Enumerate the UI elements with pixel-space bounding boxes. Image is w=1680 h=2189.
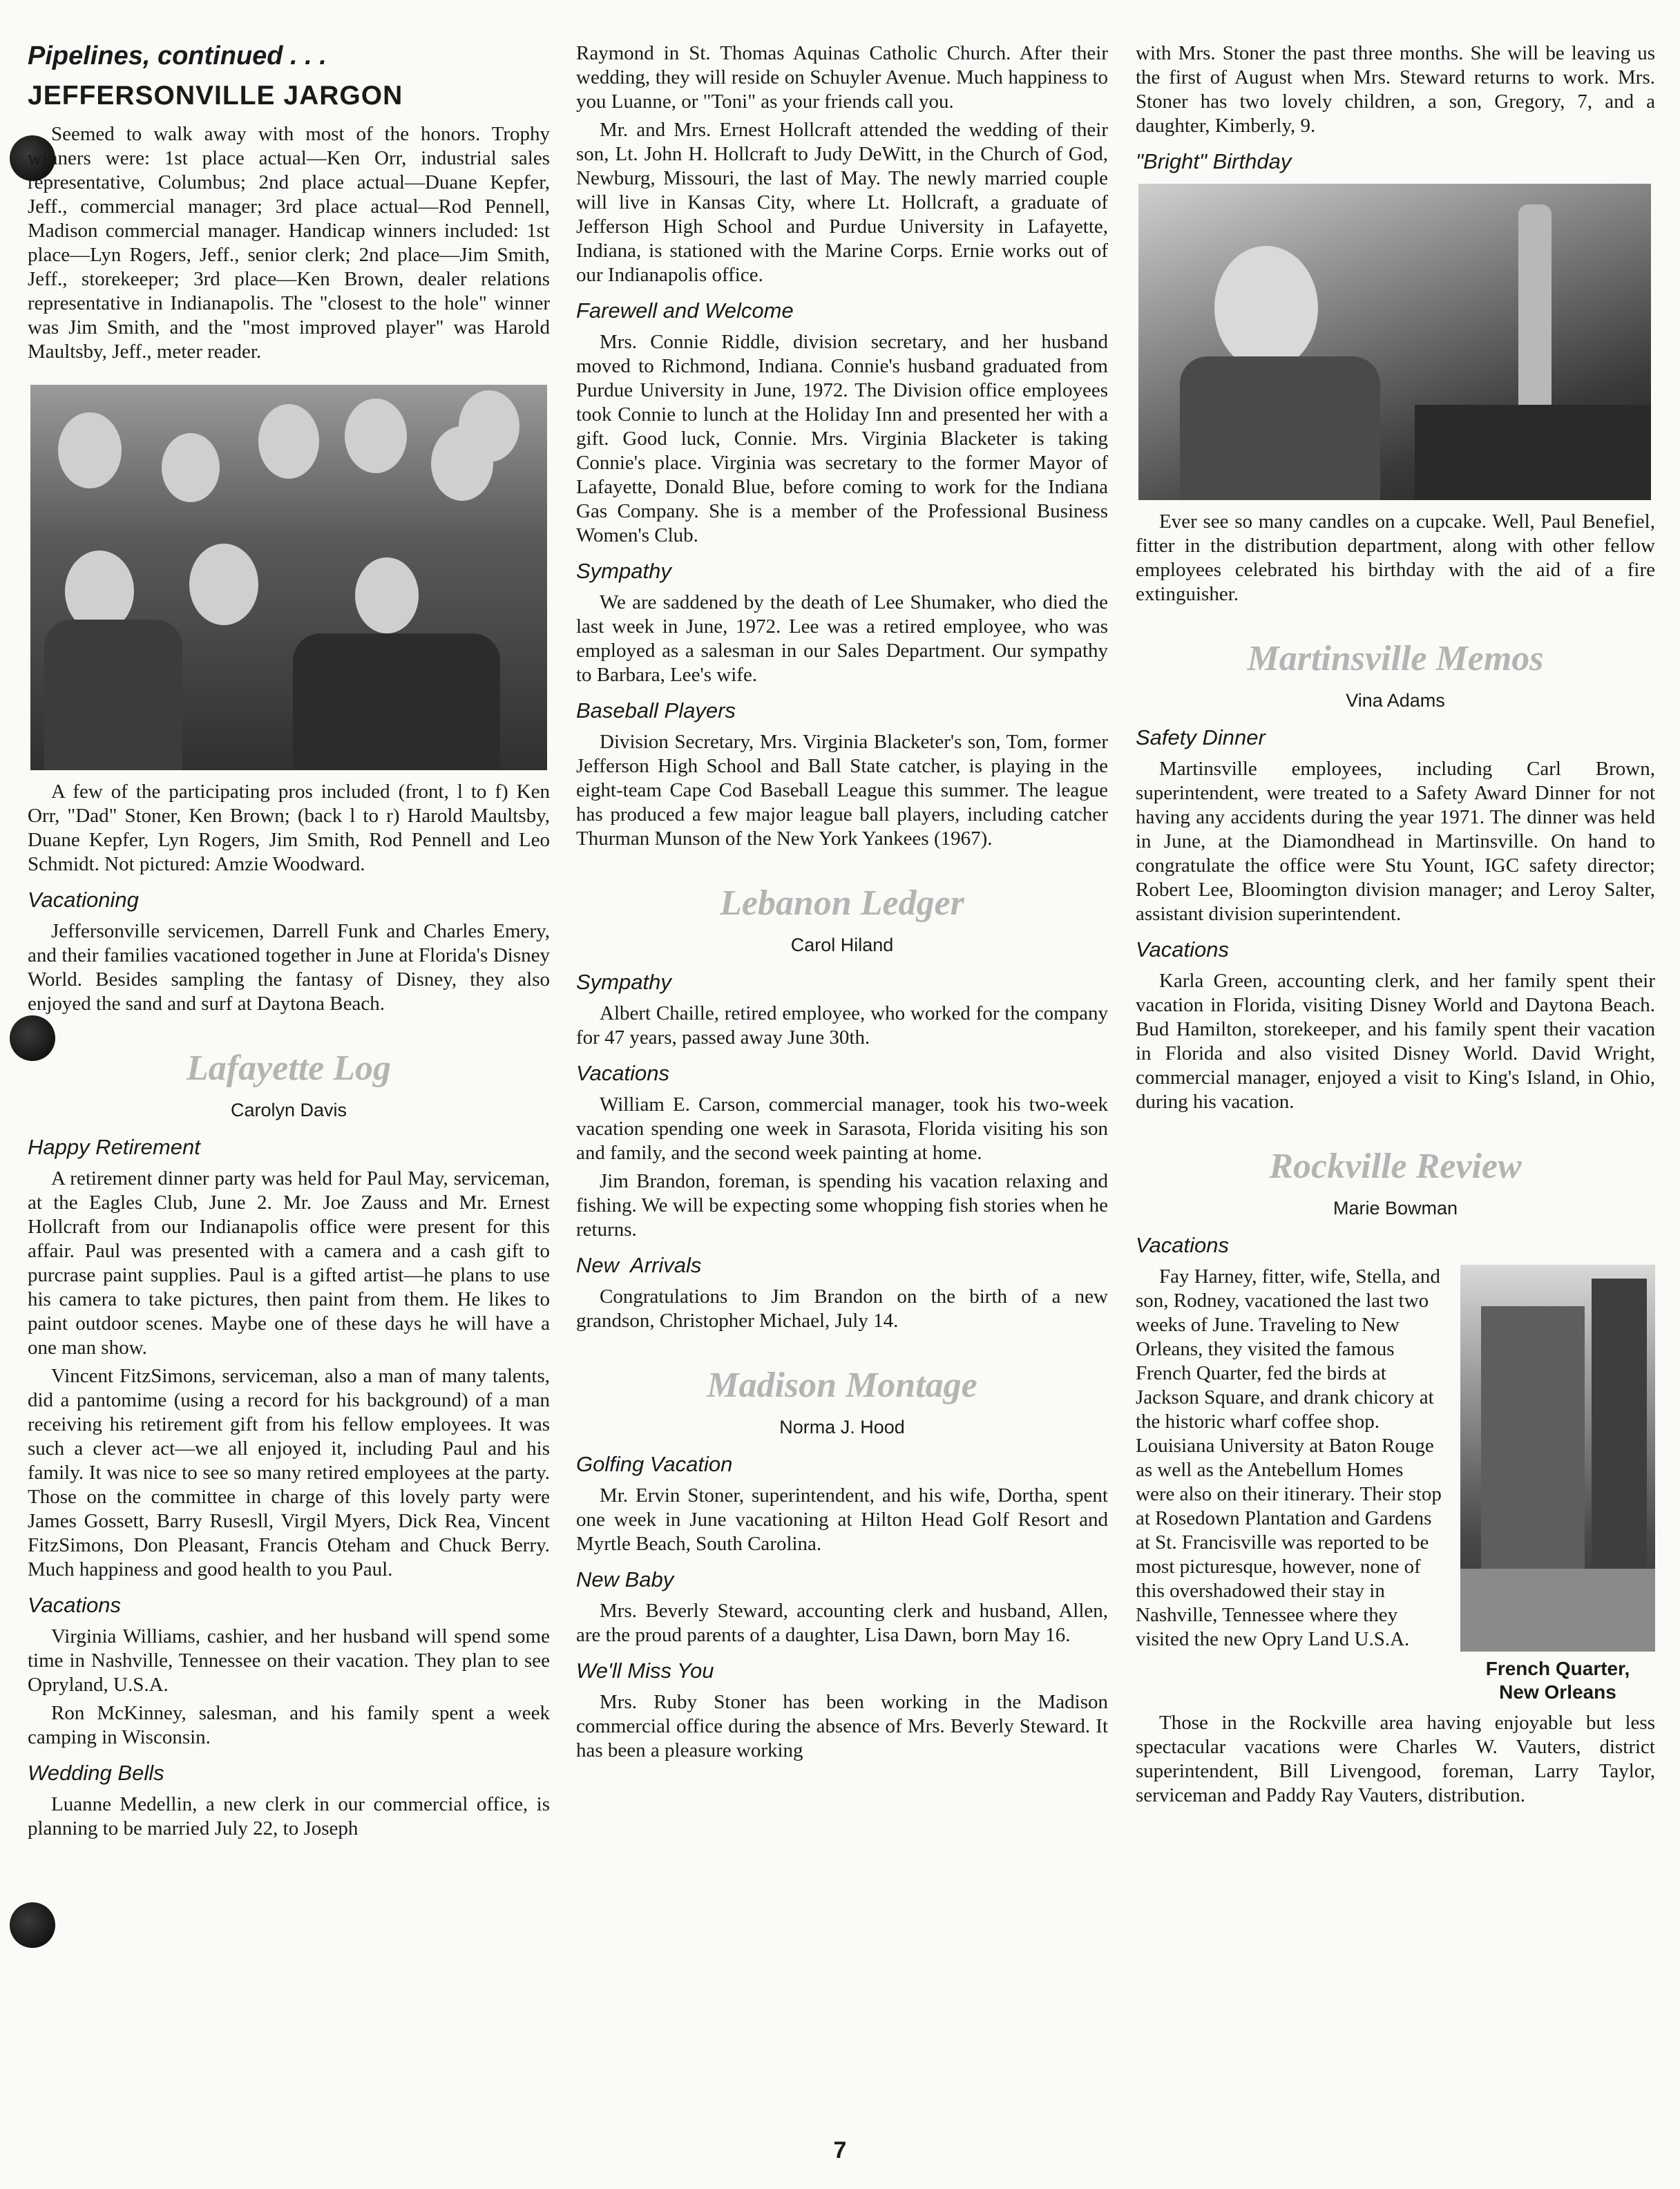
lafayette-vacations-heading: Vacations [28, 1593, 121, 1617]
wedding-bells-heading: Wedding Bells [28, 1761, 164, 1785]
baseball-players-paragraph: Division Secretary, Mrs. Virginia Blacketer's son, Tom, former Jefferson High School and Ball State catcher, is playing in the eight-team Cape Cod Baseball League this summer. The league has produced a few major league ball players, including catcher Thurman Munson of the New York Yankees (1967). [576, 731, 1108, 850]
french-quarter-photo [1460, 1265, 1655, 1652]
lebanon-vacations-paragraph-1: William E. Carson, commercial manager, took his two-week vacation spending one week in Sarasota, Florida visiting his son and family, and the second week painting at home. [576, 1093, 1108, 1164]
martinsville-vacations-paragraph: Karla Green, accounting clerk, and her family spent their vacation in Florida, visiting Disney World and Daytona Beach. Bud Hamilton, storekeeper, and his family spent their vacation in Florida and also visited Disney World. David Wright, commercial manager, enjoyed a visit to King's Island, in Ohio, during his vacation. [1136, 970, 1655, 1113]
lafayette-vacations-paragraph-1: Virginia Williams, cashier, and her husband will spend some time in Nashville, Tennessee on their vacation. They plan to see Opryland, U.S.A. [28, 1625, 550, 1696]
jargon-paragraph: Seemed to walk away with most of the honors. Trophy winners were: 1st place actual—Ken Orr, industrial sales representative, Columbus; 2nd place actual—Duane Kepfer, Jeff., commercial manager; 3rd place actual—Rod Pennell, Madison commercial manager. Handicap winners included: 1st place—Lyn Rogers, Jeff., senior clerk; 2nd place—Jim Smith, Jeff., storekeeper; 3rd place—Ken Brown, dealer relations representative in Indianapolis. The "closest to the hole" winner was Jim Smith, and the "most improved player" was Harold Maultsby, Jeff., meter reader. [28, 123, 550, 363]
miss-you-continued-paragraph: with Mrs. Stoner the past three months. She will be leaving us the first of August when Mrs. Steward returns to work. Mrs. Stoner has two lovely children, a son, Gregory, 7, and a daughter, Kimberly, 9. [1136, 42, 1655, 137]
golfing-vacation-paragraph: Mr. Ervin Stoner, superintendent, and his wife, Dortha, spent one week in June vacationing at Hilton Head Golf Resort and Myrtle Beach, South Carolina. [576, 1484, 1108, 1555]
baseball-players-heading: Baseball Players [576, 698, 736, 723]
martinsville-vacations-heading: Vacations [1136, 937, 1229, 962]
new-arrivals-paragraph: Congratulations to Jim Brandon on the birth of a new grandson, Christopher Michael, July 14. [576, 1285, 1108, 1332]
lafayette-vacations-paragraph-2: Ron McKinney, salesman, and his family spent a week camping in Wisconsin. [28, 1702, 550, 1748]
golf-photo-caption: A few of the participating pros included (front, l to f) Ken Orr, "Dad" Stoner, Ken Brown; (back l to r) Harold Maultsby, Duane Kepfer, Lyn Rogers, Jim Smith, Rod Pennell and Leo Schmidt. Not pictured: Amzie Woodward. [28, 781, 550, 875]
jeffersonville-jargon-title: JEFFERSONVILLE JARGON [28, 81, 403, 111]
lafayette-sympathy-paragraph: We are saddened by the death of Lee Shumaker, who died the last week in June, 1972. Lee was a retired employee, who was employed as a salesman in our Sales Department. Our sympathy to Barbara, Lee's wife. [576, 591, 1108, 686]
rockville-byline: Marie Bowman [1333, 1198, 1458, 1218]
lebanon-vacations-heading: Vacations [576, 1061, 669, 1085]
birthday-photo-caption: Ever see so many candles on a cupcake. Well, Paul Benefiel, fitter in the distribution department, along with other fellow employees celebrated his birthday with the aid of a fire extinguisher. [1136, 510, 1655, 605]
new-baby-paragraph: Mrs. Beverly Steward, accounting clerk and husband, Allen, are the proud parents of a daughter, Lisa Dawn, born May 16. [576, 1600, 1108, 1646]
madison-montage-title: Madison Montage [707, 1366, 977, 1405]
golf-group-photo [30, 385, 547, 770]
new-arrivals-heading: New Arrivals [576, 1253, 702, 1277]
rockville-vacations-paragraph-1: Fay Harney, fitter, wife, Stella, and son, Rodney, vacationed the last two weeks of June. Traveling to New Orleans, they visited the famous French Quarter, fed the birds at Jackson Square, and drank chicory at the historic wharf coffee shop. Louisiana University at Baton Rouge as well as the Antebellum Homes were also on their itinerary. Their stop at Rosedown Plantation and Gardens at St. Francisville was reported to be most picturesque, however, none of this overshadowed their stay in Nashville, Tennessee where they visited the new Opry Land U.S.A. [1136, 1265, 1442, 1650]
birthday-photo [1138, 184, 1651, 500]
pipelines-continued-kicker: Pipelines, continued . . . [28, 41, 327, 70]
safety-dinner-paragraph: Martinsville employees, including Carl Brown, superintendent, were treated to a Safety Award Dinner for not having any accidents during the year 1971. The dinner was held in June, at the Diamondhead in Martinsville. On hand to congratulate the office were Stu Yount, IGC safety director; Robert Lee, Bloomington division manager; and Leroy Salter, assistant division superintendent. [1136, 758, 1655, 925]
retirement-paragraph-1: A retirement dinner party was held for Paul May, serviceman, at the Eagles Club, June 2. Mr. Joe Zauss and Mr. Ernest Hollcraft from our Indianapolis office were present for this affair. Paul was presented with a camera and a cash gift to purcrase paint supplies. Paul is a gifted artist—he plans to use his camera to take pictures, then paint from them. He likes to paint outdoor scenes. Maybe one of these days he will have a one man show. [28, 1167, 550, 1359]
lafayette-log-title: Lafayette Log [187, 1049, 391, 1088]
lafayette-sympathy-heading: Sympathy [576, 559, 671, 583]
lebanon-vacations-paragraph-2: Jim Brandon, foreman, is spending his vacation relaxing and fishing. We will be expecting some whopping fish stories when he returns. [576, 1170, 1108, 1241]
bright-birthday-heading: "Bright" Birthday [1136, 149, 1292, 173]
column-middle [576, 41, 1108, 1767]
page-number: 7 [833, 2137, 847, 2163]
column-left [28, 41, 550, 1845]
lebanon-sympathy-paragraph: Albert Chaille, retired employee, who worked for the company for 47 years, passed away June 30th. [576, 1002, 1108, 1049]
vacationing-heading: Vacationing [28, 888, 139, 912]
farewell-welcome-paragraph: Mrs. Connie Riddle, division secretary, and her husband moved to Richmond, Indiana. Connie's husband graduated from Purdue University in June, 1972. The Division office employees took Connie to lunch at the Holiday Inn and presented her with a gift. Good luck, Connie. Mrs. Virginia Blacketer is taking Connie's place. Virginia was secretary to the former Mayor of Lafayette, Donald Blue, before coming to work for the Indiana Gas Company. She is a member of the Professional Business Women's Club. [576, 331, 1108, 546]
french-quarter-caption-line-1: French Quarter, [1485, 1658, 1630, 1679]
french-quarter-block [1136, 1265, 1655, 1711]
farewell-welcome-heading: Farewell and Welcome [576, 298, 794, 323]
rockville-review-title: Rockville Review [1269, 1147, 1522, 1186]
retirement-paragraph-2: Vincent FitzSimons, serviceman, also a man of many talents, did a pantomime (using a record for his background) of a man receiving his retirement gift from his fellow employees. It was such a clever act—we all enjoyed it, including Paul and his family. It was nice to see so many retired employees at the party. Those on the committee in charge of this lovely party were James Gossett, Barry Rusesll, Virgil Myers, Dick Rea, Vincent FitzSimons, Don Pleasant, Francis Oteham and Chuck Berry. Much happiness and good health to you Paul. [28, 1365, 550, 1580]
french-quarter-caption-line-2: New Orleans [1499, 1681, 1616, 1703]
golfing-vacation-heading: Golfing Vacation [576, 1452, 733, 1476]
punch-hole-bottom [10, 1902, 55, 1948]
lebanon-byline: Carol Hiland [790, 935, 894, 955]
lafayette-byline: Carolyn Davis [230, 1100, 347, 1120]
madison-byline: Norma J. Hood [779, 1417, 905, 1437]
lebanon-sympathy-heading: Sympathy [576, 970, 671, 994]
well-miss-you-paragraph: Mrs. Ruby Stoner has been working in the Madison commercial office during the absence of Mrs. Beverly Steward. It has been a pleasure working [576, 1691, 1108, 1761]
french-quarter-figure [1460, 1265, 1655, 1704]
hollcraft-wedding-paragraph: Mr. and Mrs. Ernest Hollcraft attended the wedding of their son, Lt. John H. Hollcraft to Judy DeWitt, in the Church of God, Newburg, Missouri, the last of May. The newly married couple will live in Kansas City, where Lt. Hollcraft, a graduate of Jefferson High School and Purdue University in Lafayette, Indiana, is stationed with the Marine Corps. Ernie works out of our Indianapolis office. [576, 119, 1108, 286]
rockville-vacations-heading: Vacations [1136, 1233, 1229, 1257]
column-right [1136, 41, 1655, 1812]
martinsville-byline: Vina Adams [1346, 690, 1445, 711]
new-baby-heading: New Baby [576, 1567, 674, 1591]
rockville-vacations-paragraph-2: Those in the Rockville area having enjoyable but less spectacular vacations were Charles W. Vauters, district superintendent, Bill Livengood, foreman, Larry Taylor, serviceman and Paddy Ray Vauters, distribution. [1136, 1712, 1655, 1806]
wedding-continued-paragraph: Raymond in St. Thomas Aquinas Catholic Church. After their wedding, they will reside on Schuyler Avenue. Much happiness to you Luanne, or "Toni" as your friends call you. [576, 42, 1108, 113]
lebanon-ledger-title: Lebanon Ledger [720, 883, 964, 923]
happy-retirement-heading: Happy Retirement [28, 1135, 200, 1159]
vacationing-paragraph: Jeffersonville servicemen, Darrell Funk and Charles Emery, and their families vacationed together in June at Florida's Disney World. Besides sampling the fantasy of Disney, they also enjoyed the sand and surf at Daytona Beach. [28, 920, 550, 1015]
wedding-bells-paragraph: Luanne Medellin, a new clerk in our commercial office, is planning to be married July 22, to Joseph [28, 1793, 550, 1839]
well-miss-you-heading: We'll Miss You [576, 1659, 714, 1683]
safety-dinner-heading: Safety Dinner [1136, 725, 1266, 749]
martinsville-memos-title: Martinsville Memos [1247, 639, 1544, 678]
